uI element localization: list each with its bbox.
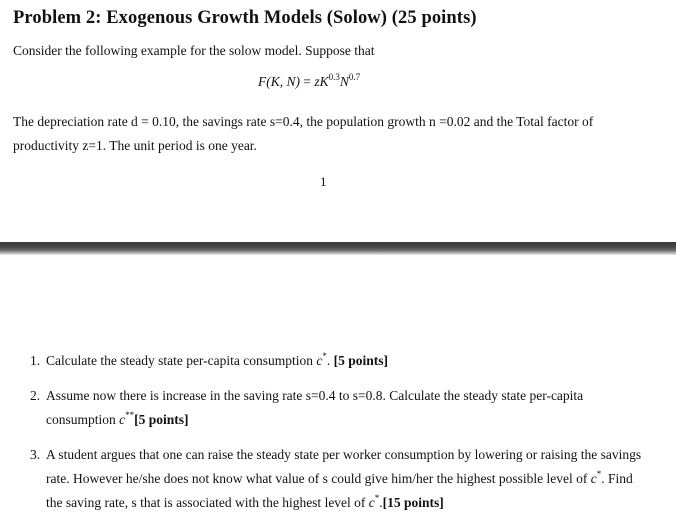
formula-k-exponent: 0.3 — [328, 72, 340, 82]
question-body: A student argues that one can raise the steady state per worker consumption by lowering or raising the savings rate. However he/she does not know what value of s could give him/her the highest possible level of — [46, 447, 642, 486]
question-number: 1. — [30, 353, 41, 368]
consumption-variable: c — [119, 412, 126, 427]
formula-n-exponent: 0.7 — [348, 72, 361, 82]
problem-parameters: The depreciation rate d = 0.10, the savings rate s=0.4, the population growth n =0.02 and the Total factor of productivity z=1. The unit period is one year. — [13, 114, 594, 153]
problem-intro: Consider the following example for the solow model. Suppose that — [13, 43, 375, 58]
document-page-1 — [0, 0, 676, 240]
consumption-variable: c — [590, 471, 597, 486]
question-2 — [30, 384, 650, 432]
question-number: 2. — [30, 388, 41, 403]
problem-title: Problem 2: Exogenous Growth Models (Solow) (25 points) — [13, 8, 477, 28]
question-punctuation: . — [326, 353, 334, 368]
question-body: Calculate the steady state per-capita consumption — [46, 353, 317, 368]
formula-k: K — [319, 74, 329, 89]
question-body: Assume now there is increase in the saving rate s=0.4 to s=0.8. Calculate the steady state per-capita consumption — [46, 388, 584, 427]
consumption-superscript: * — [596, 469, 602, 479]
question-1 — [30, 349, 650, 373]
question-number: 3. — [30, 447, 41, 462]
question-body-continued: . Find the saving rate, s that is associated with the highest level of — [46, 471, 633, 510]
question-points: [15 points] — [382, 495, 444, 510]
consumption-variable: c — [316, 353, 323, 368]
question-points: [5 points] — [333, 353, 389, 368]
formula-z: z — [314, 74, 320, 89]
consumption-superscript-2: * — [374, 493, 380, 503]
consumption-superscript: ** — [125, 410, 135, 420]
consumption-superscript: * — [322, 351, 327, 361]
question-3 — [30, 443, 650, 515]
question-text — [46, 349, 650, 373]
formula-n: N — [339, 74, 349, 89]
production-function — [258, 74, 360, 90]
consumption-variable-2: c — [368, 495, 375, 510]
page-break-divider — [0, 242, 676, 255]
question-points: [5 points] — [134, 412, 189, 427]
page-number: 1 — [320, 174, 327, 189]
formula-lhs: F(K, N) — [258, 74, 300, 89]
question-text — [46, 384, 650, 432]
formula-equals: = — [300, 74, 315, 89]
question-punctuation: . — [379, 495, 383, 510]
question-text — [46, 443, 650, 515]
question-list — [0, 255, 676, 521]
